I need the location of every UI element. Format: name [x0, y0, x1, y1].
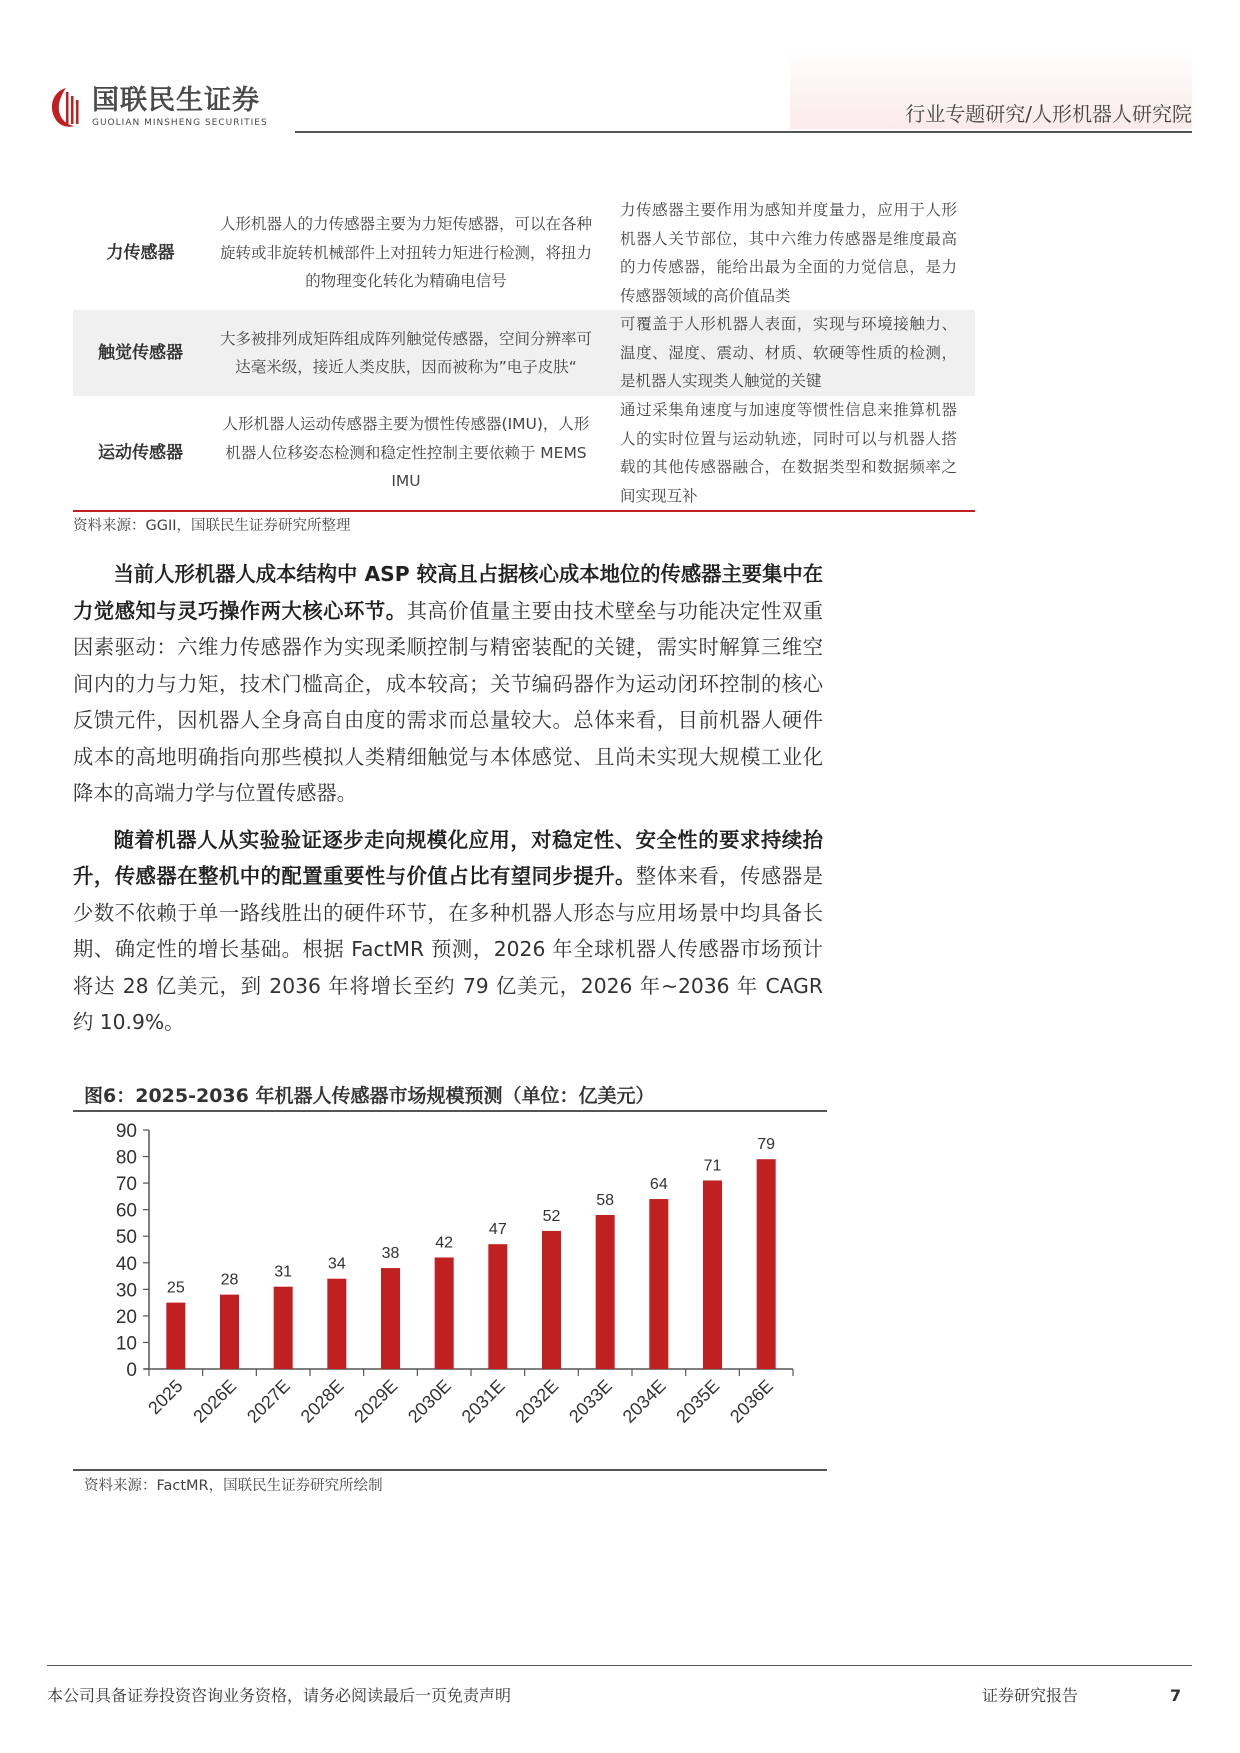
bar [488, 1244, 507, 1369]
sensor-role: 可覆盖于人形机器人表面，实现与环境接触力、温度、湿度、震动、材质、软硬等性质的检测，是机器人实现类人触觉的关键 [608, 310, 975, 396]
data-label: 71 [703, 1157, 722, 1175]
page-number: 7 [1170, 1686, 1182, 1705]
x-tick-label: 2027E [243, 1375, 294, 1427]
bar [703, 1180, 722, 1369]
data-label: 28 [220, 1271, 239, 1289]
x-tick-label: 2035E [672, 1375, 724, 1427]
y-tick-label: 60 [115, 1200, 137, 1222]
y-tick-label: 20 [115, 1306, 137, 1328]
bar [435, 1257, 454, 1369]
y-tick-label: 30 [115, 1280, 137, 1302]
data-label: 79 [757, 1136, 776, 1154]
x-tick-label: 2033E [565, 1375, 616, 1427]
bar [381, 1268, 400, 1369]
y-tick-label: 40 [115, 1253, 137, 1275]
y-tick-label: 90 [115, 1121, 137, 1142]
bar [220, 1295, 239, 1369]
chart-title: 图6：2025-2036 年机器人传感器市场规模预测（单位：亿美元） [84, 1085, 655, 1107]
sensor-name: 运动传感器 [98, 442, 183, 463]
bar [166, 1303, 185, 1369]
sensor-description: 人形机器人运动传感器主要为惯性传感器(IMU)，人形机器人位移姿态检测和稳定性控制主要依赖于 MEMS IMU [222, 415, 590, 491]
y-tick-label: 50 [115, 1227, 137, 1249]
sensor-description: 大多被排列成矩阵组成阵列触觉传感器，空间分辨率可达毫米级，接近人类皮肤，因而被称为”电子皮肤“ [208, 310, 608, 396]
bar [649, 1199, 668, 1369]
paragraph-lead: 当前人形机器人成本结构中 ASP 较高且占据核心成本地位的传感器主要集中在力觉感知与灵巧操作两大核心环节。 [73, 562, 823, 623]
data-label: 42 [435, 1234, 454, 1252]
bar [542, 1231, 561, 1369]
paragraph-lead: 随着机器人从实验验证逐步走向规模化应用，对稳定性、安全性的要求持续抬升，传感器在整机中的配置重要性与价值占比有望同步提升。 [73, 827, 823, 888]
bar [596, 1215, 615, 1369]
footer-doc-type: 证券研究报告 [982, 1686, 1079, 1705]
data-label: 58 [596, 1191, 615, 1209]
data-label: 64 [649, 1176, 668, 1194]
x-tick-label: 2026E [189, 1375, 241, 1427]
data-label: 47 [488, 1221, 507, 1239]
x-tick-label: 2029E [350, 1375, 402, 1427]
x-tick-label: 2030E [404, 1375, 455, 1427]
data-label: 34 [327, 1255, 346, 1273]
footer-disclaimer: 本公司具备证券投资咨询业务资格，请务必阅读最后一页免责声明 [47, 1686, 512, 1705]
x-tick-label: 2031E [457, 1375, 509, 1427]
x-tick-label: 2032E [511, 1375, 563, 1427]
x-tick-label: 2034E [618, 1375, 670, 1427]
sensor-role: 力传感器主要作用为感知并度量力，应用于人形机器人关节部位，其中六维力传感器是维度最高的力传感器，能给出最为全面的力觉信息，是力传感器领域的高价值品类 [620, 201, 957, 305]
bar [327, 1279, 346, 1369]
table-source: 资料来源：GGII，国联民生证券研究所整理 [73, 518, 351, 534]
y-tick-label: 10 [115, 1333, 137, 1355]
logo-subtitle: GUOLIAN MINSHENG SECURITIES [92, 118, 268, 128]
section-title: 行业专题研究/人形机器人研究院 [905, 102, 1192, 126]
bar [757, 1159, 776, 1369]
data-label: 31 [274, 1263, 293, 1281]
footer-divider [47, 1665, 1192, 1666]
sensor-role: 通过采集角速度与加速度等惯性信息来推算机器人的实时位置与运动轨迹，同时可以与机器人搭载的其他传感器融合，在数据类型和数据频率之间实现互补 [620, 401, 957, 505]
paragraph-body: 其高价值量主要由技术壁垒与功能决定性双重因素驱动：六维力传感器作为实现柔顺控制与精密装配的关键，需实时解算三维空间内的力与力矩，技术门槛高企，成本较高；关节编码器作为运动闭环控制的核心反馈元件，因机器人全身高自由度的需求而总量较大。总体来看，目前机器人硬件成本的高地明确指向那些模拟人类精细触觉与本体感觉、且尚未实现大规模工业化降本的高端力学与位置传感器。 [73, 598, 823, 805]
data-label: 38 [381, 1245, 400, 1263]
chart-bottom-rule [73, 1469, 827, 1471]
sensor-name: 触觉传感器 [73, 310, 208, 396]
y-tick-label: 0 [126, 1360, 137, 1381]
x-tick-label: 2028E [296, 1375, 348, 1427]
data-label: 52 [542, 1207, 561, 1225]
sensor-description: 人形机器人的力传感器主要为力矩传感器，可以在各种旋转或非旋转机械部件上对扭转力矩进行检测，将扭力的物理变化转化为精确电信号 [219, 215, 592, 291]
chart-source: 资料来源：FactMR，国联民生证券研究所绘制 [84, 1478, 383, 1494]
data-label: 25 [166, 1279, 185, 1297]
x-tick-label: 2036E [726, 1375, 777, 1427]
bar [274, 1287, 293, 1369]
sensor-name: 力传感器 [106, 242, 175, 263]
x-tick-label: 2025 [144, 1375, 187, 1419]
y-tick-label: 70 [115, 1174, 137, 1196]
logo-text: 国联民生证券 [92, 85, 260, 116]
y-tick-label: 80 [115, 1147, 137, 1169]
paragraph-body: 整体来看，传感器是少数不依赖于单一路线胜出的硬件环节，在多种机器人形态与应用场景中均具备长期、确定性的增长基础。根据 FactMR 预测，2026 年全球机器人传感器市场预计将达 28 亿美元，到 2036 年将增长至约 79 亿美元，2026 年~2036 年 CAGR 约 10.9%。 [73, 864, 823, 1034]
